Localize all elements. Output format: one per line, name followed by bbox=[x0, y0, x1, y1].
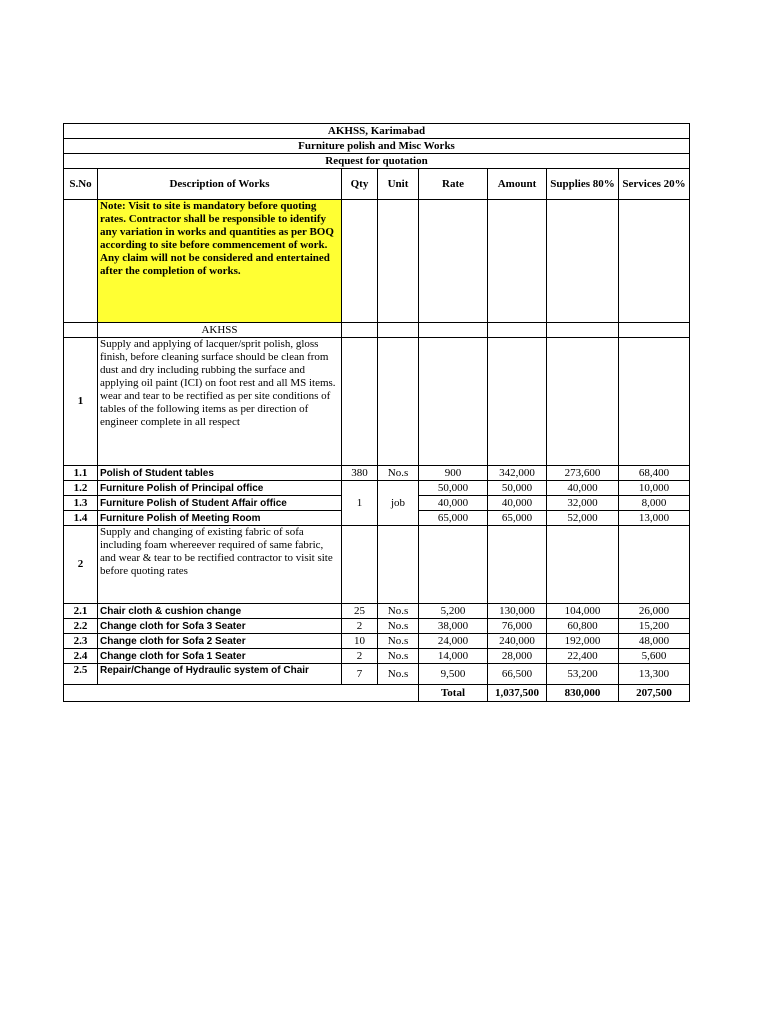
row-services: 10,000 bbox=[619, 481, 690, 496]
row-unit: No.s bbox=[378, 649, 419, 664]
row-qty: 10 bbox=[342, 634, 378, 649]
table-row bbox=[64, 664, 690, 685]
row-amount: 65,000 bbox=[488, 511, 547, 526]
row-rate: 65,000 bbox=[419, 511, 488, 526]
table-row bbox=[64, 604, 690, 619]
row-supplies: 32,000 bbox=[547, 496, 619, 511]
total-amount: 1,037,500 bbox=[488, 685, 547, 702]
row-amount: 50,000 bbox=[488, 481, 547, 496]
row-services: 5,600 bbox=[619, 649, 690, 664]
row-unit: No.s bbox=[378, 466, 419, 481]
row-rate: 14,000 bbox=[419, 649, 488, 664]
row-unit: No.s bbox=[378, 604, 419, 619]
quotation-table bbox=[63, 123, 690, 702]
section-title: AKHSS bbox=[98, 323, 342, 338]
table-row bbox=[64, 481, 690, 496]
item-2-description: Supply and changing of existing fabric of sofa including foam whereever required of same fabric, and wear & tear to be rectified contractor to visit site before quoting rates bbox=[98, 526, 342, 604]
section-row bbox=[64, 323, 690, 338]
row-sno: 2.2 bbox=[64, 619, 98, 634]
col-supplies-header: Supplies 80% bbox=[547, 169, 619, 200]
row-description: Chair cloth & cushion change bbox=[98, 604, 342, 619]
row-supplies: 53,200 bbox=[547, 664, 619, 685]
row-supplies: 104,000 bbox=[547, 604, 619, 619]
row-amount: 240,000 bbox=[488, 634, 547, 649]
note-row bbox=[64, 200, 690, 323]
row-rate: 24,000 bbox=[419, 634, 488, 649]
row-qty: 380 bbox=[342, 466, 378, 481]
row-sno: 1.2 bbox=[64, 481, 98, 496]
row-supplies: 52,000 bbox=[547, 511, 619, 526]
total-label: Total bbox=[419, 685, 488, 702]
row-sno: 2.1 bbox=[64, 604, 98, 619]
row-description: Repair/Change of Hydraulic system of Chair bbox=[98, 664, 342, 685]
col-unit-header: Unit bbox=[378, 169, 419, 200]
row-unit: No.s bbox=[378, 619, 419, 634]
row-rate: 900 bbox=[419, 466, 488, 481]
row-sno: 1.1 bbox=[64, 466, 98, 481]
item-1-row bbox=[64, 338, 690, 466]
site-visit-note: Note: Visit to site is mandatory before quoting rates. Contractor shall be responsible to identify any variation in works and quantities as per BOQ according to site before commencement of work. Any claim will not be considered and entertained after the completion of works. bbox=[98, 200, 342, 323]
row-rate: 5,200 bbox=[419, 604, 488, 619]
item-1-description: Supply and applying of lacquer/sprit polish, gloss finish, before cleaning surface should be clean from dust and dry including rubbing the surface and applying oil paint (ICI) on foot rest and all MS items. wear and tear to be rectified as per site conditions of tables of the following items as per direction of engineer complete in all respect bbox=[98, 338, 342, 466]
row-services: 13,000 bbox=[619, 511, 690, 526]
group-qty: 1 bbox=[342, 481, 378, 526]
table-row bbox=[64, 649, 690, 664]
col-description-header: Description of Works bbox=[98, 169, 342, 200]
item-1-sno: 1 bbox=[64, 338, 98, 466]
row-description: Furniture Polish of Meeting Room bbox=[98, 511, 342, 526]
row-supplies: 22,400 bbox=[547, 649, 619, 664]
total-supplies: 830,000 bbox=[547, 685, 619, 702]
row-services: 68,400 bbox=[619, 466, 690, 481]
item-2-sno: 2 bbox=[64, 526, 98, 604]
row-sno: 1.3 bbox=[64, 496, 98, 511]
row-rate: 40,000 bbox=[419, 496, 488, 511]
row-amount: 130,000 bbox=[488, 604, 547, 619]
row-amount: 66,500 bbox=[488, 664, 547, 685]
row-description: Furniture Polish of Student Affair office bbox=[98, 496, 342, 511]
project-title: Furniture polish and Misc Works bbox=[64, 139, 690, 154]
row-sno: 1.4 bbox=[64, 511, 98, 526]
total-services: 207,500 bbox=[619, 685, 690, 702]
row-sno: 2.3 bbox=[64, 634, 98, 649]
row-rate: 9,500 bbox=[419, 664, 488, 685]
document-type: Request for quotation bbox=[64, 154, 690, 169]
row-amount: 40,000 bbox=[488, 496, 547, 511]
row-qty: 2 bbox=[342, 649, 378, 664]
row-rate: 38,000 bbox=[419, 619, 488, 634]
table-row bbox=[64, 634, 690, 649]
col-services-header: Services 20% bbox=[619, 169, 690, 200]
row-services: 8,000 bbox=[619, 496, 690, 511]
row-amount: 76,000 bbox=[488, 619, 547, 634]
row-services: 15,200 bbox=[619, 619, 690, 634]
row-services: 26,000 bbox=[619, 604, 690, 619]
row-services: 13,300 bbox=[619, 664, 690, 685]
row-rate: 50,000 bbox=[419, 481, 488, 496]
row-description: Polish of Student tables bbox=[98, 466, 342, 481]
row-supplies: 40,000 bbox=[547, 481, 619, 496]
row-qty: 7 bbox=[342, 664, 378, 685]
row-description: Change cloth for Sofa 3 Seater bbox=[98, 619, 342, 634]
school-title: AKHSS, Karimabad bbox=[64, 124, 690, 139]
row-services: 48,000 bbox=[619, 634, 690, 649]
row-supplies: 192,000 bbox=[547, 634, 619, 649]
row-supplies: 273,600 bbox=[547, 466, 619, 481]
col-qty-header: Qty bbox=[342, 169, 378, 200]
row-description: Change cloth for Sofa 1 Seater bbox=[98, 649, 342, 664]
row-amount: 342,000 bbox=[488, 466, 547, 481]
row-unit: No.s bbox=[378, 634, 419, 649]
row-description: Furniture Polish of Principal office bbox=[98, 481, 342, 496]
row-description: Change cloth for Sofa 2 Seater bbox=[98, 634, 342, 649]
row-qty: 25 bbox=[342, 604, 378, 619]
col-sno-header: S.No bbox=[64, 169, 98, 200]
row-sno: 2.4 bbox=[64, 649, 98, 664]
col-rate-header: Rate bbox=[419, 169, 488, 200]
row-sno: 2.5 bbox=[64, 664, 98, 685]
group-unit: job bbox=[378, 481, 419, 526]
table-row bbox=[64, 466, 690, 481]
col-amount-header: Amount bbox=[488, 169, 547, 200]
row-qty: 2 bbox=[342, 619, 378, 634]
total-row bbox=[64, 685, 690, 702]
row-supplies: 60,800 bbox=[547, 619, 619, 634]
table-row bbox=[64, 619, 690, 634]
column-header-row bbox=[64, 169, 690, 200]
row-amount: 28,000 bbox=[488, 649, 547, 664]
row-unit: No.s bbox=[378, 664, 419, 685]
item-2-row bbox=[64, 526, 690, 604]
